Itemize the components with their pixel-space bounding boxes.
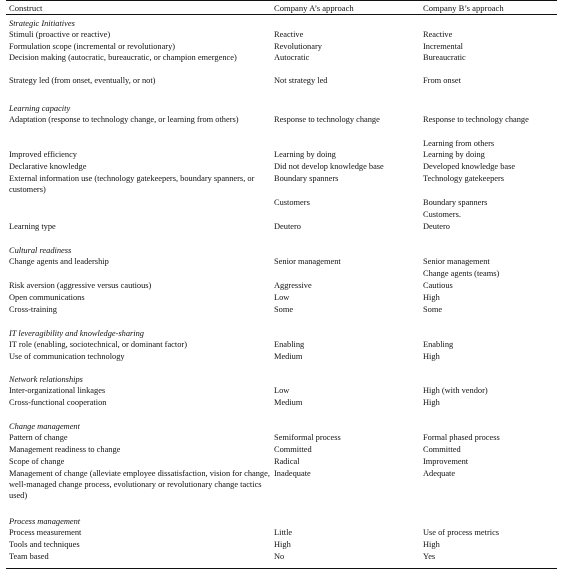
construct-cell: Change agents and leadership <box>9 257 109 266</box>
company-a-cell: Deutero <box>274 222 301 231</box>
company-b-cell: Change agents (teams) <box>423 269 500 278</box>
company-a-cell: Autocratic <box>274 53 310 62</box>
construct-cell: Tools and techniques <box>9 540 80 549</box>
company-a-cell: Reactive <box>274 30 304 39</box>
company-a-cell: Medium <box>274 398 303 407</box>
company-a-cell: Enabling <box>274 340 305 349</box>
company-a-cell: Medium <box>274 352 303 361</box>
company-b-cell: Improvement <box>423 457 469 466</box>
company-a-cell: Inadequate <box>274 469 311 478</box>
company-a-cell: Response to technology change <box>274 115 380 124</box>
company-b-cell: From onset <box>423 76 461 85</box>
company-b-cell: Enabling <box>423 340 454 349</box>
company-b-cell: Developed knowledge base <box>423 162 516 171</box>
company-b-cell: Senior management <box>423 257 490 266</box>
company-a-cell: Not strategy led <box>274 76 328 85</box>
construct-cell: Management of change (alleviate employee dissatisfaction, vision for change, well-managed change process, evolutionary or revolutionary change tactics used) <box>9 469 270 500</box>
construct-cell: IT role (enabling, sociotechnical, or dominant factor) <box>9 340 187 349</box>
company-b-cell: Response to technology change <box>423 115 529 124</box>
construct-cell: Formulation scope (incremental or revolutionary) <box>9 42 176 51</box>
company-b-cell: Reactive <box>423 30 453 39</box>
construct-cell: Open communications <box>9 293 85 302</box>
construct-cell: Decision making (autocratic, bureaucratic, or champion emergence) <box>9 53 237 62</box>
company-b-cell: High <box>423 398 440 407</box>
construct-cell: Risk aversion (aggressive versus cautious) <box>9 281 152 290</box>
company-a-cell: Did not develop knowledge base <box>274 162 384 171</box>
company-b-cell: Deutero <box>423 222 450 231</box>
construct-cell: Process measurement <box>9 528 82 537</box>
construct-cell: Pattern of change <box>9 433 68 442</box>
company-b-cell: High <box>423 352 440 361</box>
header-construct: Construct <box>9 3 43 13</box>
construct-cell: Learning type <box>9 222 56 231</box>
company-a-cell: Customers <box>274 198 310 207</box>
company-b-cell: Boundary spanners <box>423 198 488 207</box>
construct-cell: Use of communication technology <box>9 352 125 361</box>
construct-cell: Cross-training <box>9 305 57 314</box>
company-a-cell: Radical <box>274 457 300 466</box>
company-b-cell: Customers. <box>423 210 461 219</box>
company-b-cell: Committed <box>423 445 461 454</box>
company-a-cell: Senior management <box>274 257 341 266</box>
company-b-cell: High <box>423 293 440 302</box>
construct-cell: Inter-organizational linkages <box>9 386 106 395</box>
company-b-cell: Bureaucratic <box>423 53 466 62</box>
company-a-cell: Revolutionary <box>274 42 322 51</box>
company-b-cell: Use of process metrics <box>423 528 500 537</box>
company-b-cell: Cautious <box>423 281 453 290</box>
company-a-cell: No <box>274 552 285 561</box>
table-bottom-rule <box>6 568 557 569</box>
construct-cell: Team based <box>9 552 49 561</box>
construct-cell: Scope of change <box>9 457 65 466</box>
company-a-cell: Aggressive <box>274 281 312 290</box>
company-a-cell: High <box>274 540 291 549</box>
company-b-cell: Incremental <box>423 42 463 51</box>
company-b-cell: Adequate <box>423 469 456 478</box>
section-title: IT leveragibility and knowledge-sharing <box>9 329 144 338</box>
construct-cell: Strategy led (from onset, eventually, or not) <box>9 76 156 85</box>
table-top-rule <box>6 0 557 1</box>
company-b-cell: Yes <box>423 552 436 561</box>
company-b-cell: Technology gatekeepers <box>423 174 505 183</box>
company-b-cell: Learning by doing <box>423 150 485 159</box>
company-b-cell: Some <box>423 305 443 314</box>
header-company-b: Company B’s approach <box>423 3 504 13</box>
company-a-cell: Little <box>274 528 293 537</box>
construct-cell: Improved efficiency <box>9 150 77 159</box>
section-title: Change management <box>9 422 80 431</box>
construct-cell: External information use (technology gatekeepers, boundary spanners, or customers) <box>9 174 255 194</box>
header-rule <box>6 14 557 15</box>
company-a-cell: Low <box>274 386 290 395</box>
company-a-cell: Boundary spanners <box>274 174 339 183</box>
construct-cell: Declarative knowledge <box>9 162 87 171</box>
construct-cell: Management readiness to change <box>9 445 121 454</box>
company-b-cell: Formal phased process <box>423 433 500 442</box>
company-b-cell: High <box>423 540 440 549</box>
section-title: Strategic Initiatives <box>9 19 75 28</box>
company-a-cell: Committed <box>274 445 312 454</box>
section-title: Cultural readiness <box>9 246 72 255</box>
construct-cell: Stimuli (proactive or reactive) <box>9 30 111 39</box>
section-title: Process management <box>9 517 81 526</box>
header-company-a: Company A’s approach <box>274 3 354 13</box>
section-title: Learning capacity <box>9 104 71 113</box>
company-a-cell: Semiformal process <box>274 433 341 442</box>
construct-cell: Cross-functional cooperation <box>9 398 107 407</box>
company-b-cell: Learning from others <box>423 139 495 148</box>
construct-cell: Adaptation (response to technology change, or learning from others) <box>9 115 239 124</box>
company-a-cell: Some <box>274 305 294 314</box>
company-b-cell: High (with vendor) <box>423 386 488 395</box>
section-title: Network relationships <box>9 375 83 384</box>
company-a-cell: Low <box>274 293 290 302</box>
company-a-cell: Learning by doing <box>274 150 336 159</box>
